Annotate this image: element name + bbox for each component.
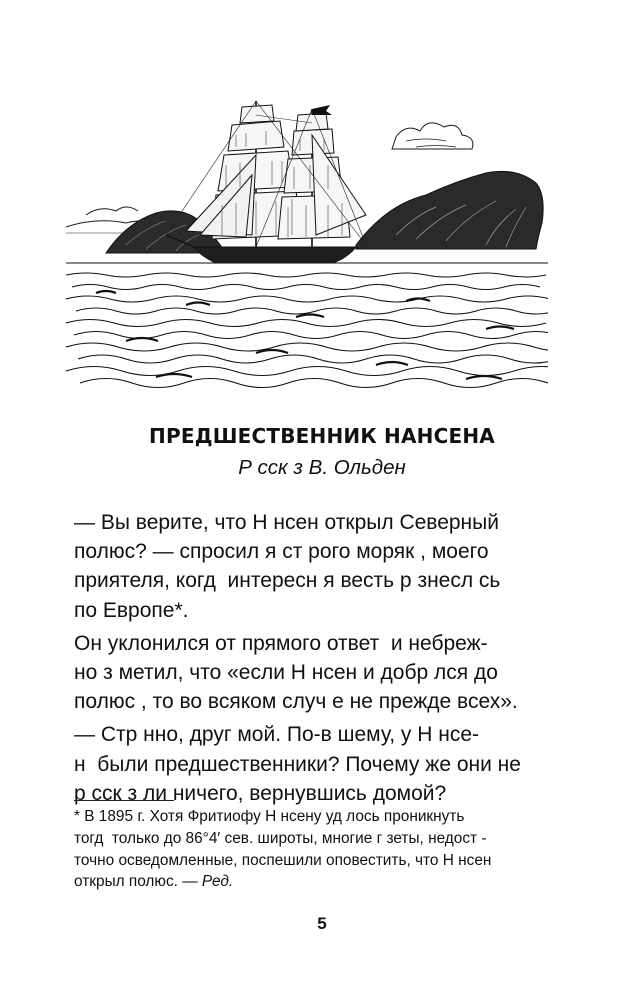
- text-line: по Европе*.: [74, 598, 189, 622]
- text-line: н были предшественники? Почему же они не: [74, 752, 521, 776]
- sailing-ship-illustration: [66, 95, 548, 395]
- text-line: полюс? — спросил я ст рого моряк , моего: [74, 540, 489, 564]
- footnote-line: точно осведомленные, поспешили оповестить, что Н нсен: [74, 851, 492, 869]
- editor-mark: Ред.: [201, 873, 234, 891]
- footnote-line-last: [74, 871, 574, 893]
- text-line: приятеля, когд интересн я весть р знесл сь: [74, 569, 501, 593]
- footnote-last-text: открыл полюс. —: [74, 873, 202, 891]
- text-line: но з метил, что «если Н нсен и добр лся до: [74, 661, 498, 685]
- footnote: [74, 806, 574, 893]
- text-line: Он уклонился от прямого ответ и небреж-: [74, 631, 488, 655]
- text-line: — Вы верите, что Н нсен открыл Северный: [74, 511, 499, 534]
- footnote-divider: [74, 800, 174, 801]
- page-number: 5: [317, 914, 327, 933]
- chapter-subtitle: Р сск з В. Ольден: [238, 456, 406, 479]
- text-line: — Стр нно, друг мой. По-в шему, у Н нсе-: [74, 723, 480, 747]
- text-line: полюс , то во всяком случ е не прежде всех».: [74, 690, 518, 714]
- footnote-line: тогд только до 86°4′ сев. широты, многие г зеты, недост -: [74, 829, 487, 847]
- body-text: [74, 508, 570, 808]
- chapter-title: ПРЕДШЕСТВЕННИК НАНСЕНА: [149, 424, 495, 448]
- footnote-line: * В 1895 г. Хотя Фритиофу Н нсену уд лось проникнуть: [74, 808, 465, 825]
- text-line: р сск з ли ничего, вернувшись домой?: [74, 781, 447, 805]
